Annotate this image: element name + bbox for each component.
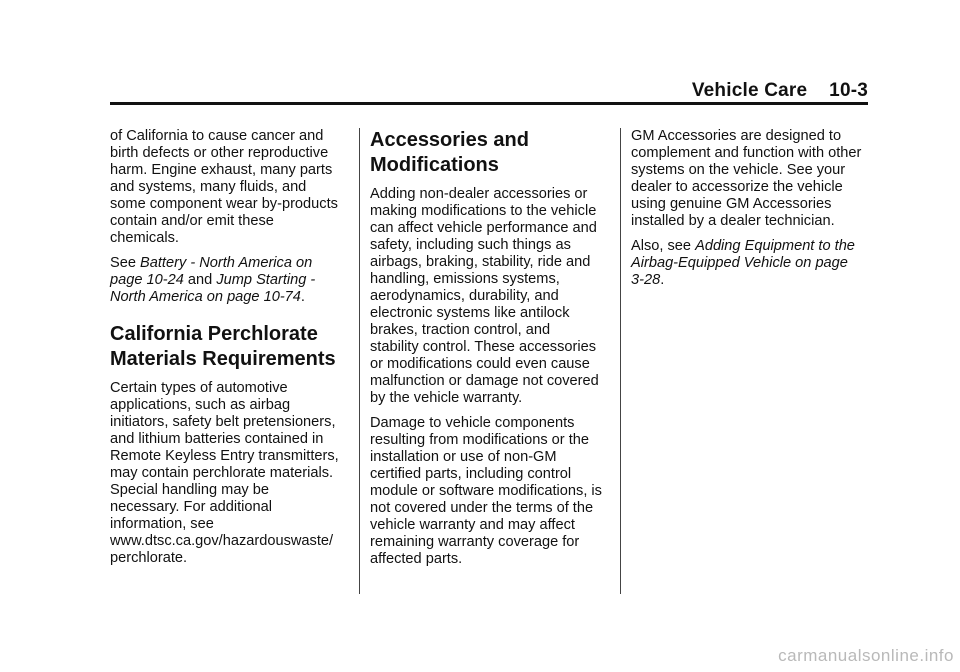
col2-paragraph-2: Damage to vehicle components resulting from modifications or the installation or use of non-GM certified parts, including control module or software modifications, is not covered under the terms of the vehicle warranty and may affect remaining warranty coverage for affected parts. — [370, 415, 602, 567]
col3-paragraph-1: GM Accessories are designed to complement and function with other systems on the vehicle. See your dealer to accessorize the vehicle using genuine GM Accessories installed by a dealer technician. — [631, 128, 862, 229]
header-page-number: 10-3 — [829, 80, 868, 101]
col2-paragraph-1: Adding non-dealer accessories or making modifications to the vehicle can affect vehicle performance and safety, including such things as airbags, braking, stability, ride and handling, emissions systems, aerodynamics, durability, and electronic systems like antilock brakes, traction control, and stability control. These accessories or modifications could even cause malfunction or damage not covered by the vehicle warranty. — [370, 186, 599, 406]
header-title — [692, 80, 868, 102]
col3-paragraph-2 — [631, 238, 863, 289]
link-adding-equipment[interactable]: Adding Equipment to the Airbag-Equipped Vehicle on page 3-28 — [631, 238, 855, 288]
heading-perchlorate — [110, 322, 342, 372]
col1-paragraph-3: Certain types of automotive applications, such as airbag initiators, safety belt pretensioners, and lithium batteries contained in Remote Keyless Entry transmitters, may contain perchlorate materials. Special handling may be necessary. For additional information, see www.dtsc.ca.gov/hazardouswaste/ perchlorate. — [110, 380, 339, 566]
column-3 — [631, 128, 863, 297]
column-2 — [370, 128, 602, 576]
header-section: Vehicle Care — [691, 80, 808, 101]
col3-period: . — [660, 272, 665, 288]
col1-paragraph-2 — [110, 255, 342, 306]
heading-perchlorate-line1: California Perchlorate — [110, 323, 318, 345]
heading-accessories-line2: Modifications — [370, 154, 499, 176]
heading-accessories-line1: Accessories and — [370, 129, 529, 151]
col1-paragraph-1: of California to cause cancer and birth defects or other reproductive harm. Engine exhaust, many parts and systems, many fluids, and some component wear by-products contain and/or emit these chemicals. — [110, 128, 338, 246]
header-rule — [110, 102, 868, 105]
column-divider-1 — [359, 128, 360, 594]
link-battery[interactable]: Battery - North America on page 10-24 — [110, 255, 313, 288]
heading-perchlorate-line2: Materials Requirements — [110, 348, 336, 370]
col1-period: . — [300, 289, 305, 305]
column-divider-2 — [620, 128, 621, 594]
watermark-logo: carmanualsonline.info — [778, 646, 954, 665]
col3-also-see-text: Also, see — [631, 238, 696, 254]
col1-and-text: and — [183, 272, 217, 288]
col1-see-text: See — [110, 255, 141, 271]
link-jump-starting[interactable]: Jump Starting - North America on page 10-74 — [110, 272, 316, 305]
heading-accessories — [370, 128, 602, 178]
column-1 — [110, 128, 342, 575]
